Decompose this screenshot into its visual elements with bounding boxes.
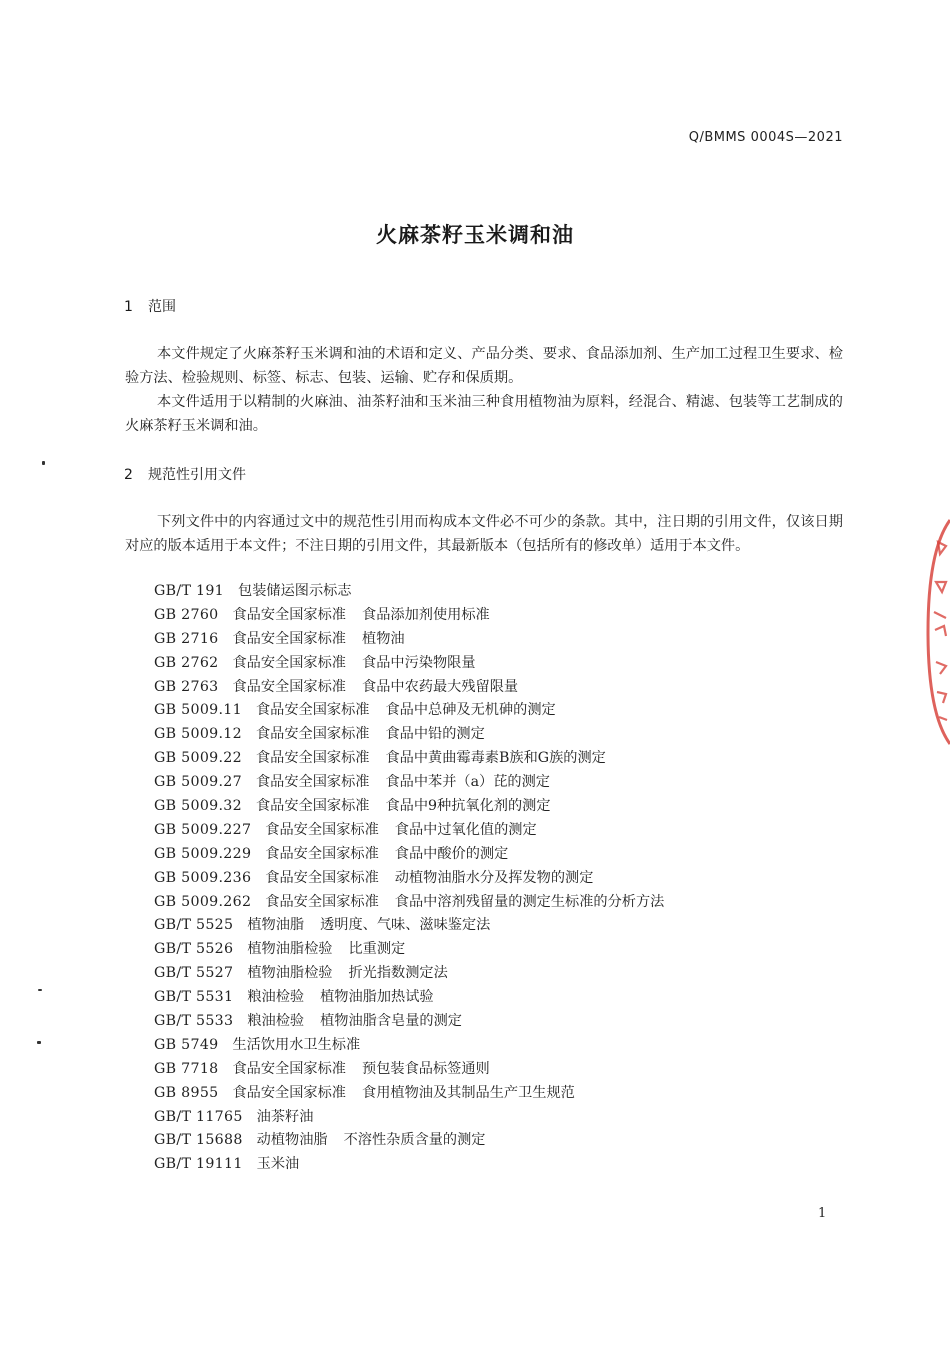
reference-title: 植物油脂检验 — [247, 941, 333, 958]
reference-item — [154, 699, 664, 723]
scan-speck — [37, 1041, 41, 1044]
reference-item — [154, 1010, 664, 1034]
reference-title: 食品安全国家标准 — [255, 798, 370, 815]
reference-code: GB 5009.262 — [154, 893, 252, 910]
reference-code: GB 5009.11 — [154, 702, 242, 719]
reference-title: 食品安全国家标准 — [265, 845, 379, 862]
reference-title: 包装储运图示标志 — [238, 583, 352, 599]
section-number: 2 — [124, 467, 133, 483]
reference-item — [154, 1058, 664, 1082]
references-intro-paragraph: 下列文件中的内容通过文中的规范性引用而构成本文件必不可少的条款。其中，注日期的引用文件，仅该日期对应的版本适用于本文件；不注日期的引用文件，其最新版本（包括所有的修改单）适用于本文件。 — [125, 514, 843, 554]
reference-code: GB 7718 — [154, 1060, 219, 1077]
reference-code: GB/T 19111 — [154, 1156, 243, 1173]
reference-code: GB/T 5525 — [154, 917, 234, 934]
reference-subtitle: 食品添加剂使用标准 — [362, 606, 490, 623]
reference-item — [154, 1153, 664, 1177]
reference-item — [154, 1034, 664, 1058]
reference-title: 食品安全国家标准 — [255, 702, 370, 719]
reference-title: 食品安全国家标准 — [255, 774, 370, 791]
reference-item — [154, 580, 664, 604]
reference-title: 植物油脂 — [247, 917, 305, 934]
reference-subtitle: 透明度、气味、滋味鉴定法 — [320, 917, 491, 934]
reference-subtitle: 预包装食品标签通则 — [362, 1060, 490, 1077]
reference-title: 油茶籽油 — [256, 1108, 314, 1125]
reference-subtitle: 折光指数测定法 — [348, 965, 448, 982]
scan-speck — [42, 461, 45, 465]
reference-item — [154, 1082, 664, 1106]
reference-item — [154, 986, 664, 1010]
section-heading-normative-references — [124, 464, 246, 484]
reference-subtitle: 植物油脂加热试验 — [320, 989, 434, 1006]
reference-code: GB 5009.236 — [154, 869, 252, 886]
reference-code: GB 5009.227 — [154, 821, 252, 838]
reference-subtitle: 食品中农药最大残留限量 — [362, 678, 519, 695]
reference-code: GB 2716 — [154, 630, 219, 647]
reference-title: 粮油检验 — [247, 989, 305, 1006]
reference-title: 食品安全国家标准 — [255, 726, 370, 743]
reference-code: GB/T 5526 — [154, 941, 234, 958]
reference-code: GB 5009.229 — [154, 845, 252, 862]
reference-subtitle: 食品中溶剂残留量的测定生标准的分析方法 — [394, 893, 665, 910]
reference-subtitle: 食品中铅的测定 — [385, 726, 485, 743]
reference-subtitle: 不溶性杂质含量的测定 — [343, 1132, 486, 1149]
section-number: 1 — [124, 299, 133, 315]
reference-code: GB 5009.12 — [154, 726, 242, 743]
reference-title: 粮油检验 — [247, 1013, 305, 1030]
reference-code: GB/T 5527 — [154, 965, 234, 982]
reference-code: GB 5009.32 — [154, 798, 242, 815]
reference-code: GB 5009.22 — [154, 750, 242, 767]
reference-item — [154, 914, 664, 938]
reference-item — [154, 962, 664, 986]
section-heading-scope — [124, 296, 176, 316]
reference-title: 食品安全国家标准 — [232, 654, 346, 671]
reference-code: GB 8955 — [154, 1084, 219, 1101]
reference-item — [154, 723, 664, 747]
reference-item — [154, 795, 664, 819]
reference-title: 生活饮用水卫生标准 — [232, 1036, 361, 1053]
red-seal-stamp-icon — [924, 512, 950, 752]
reference-subtitle: 食品中黄曲霉毒素B族和G族的测定 — [385, 750, 606, 767]
reference-title: 食品安全国家标准 — [232, 630, 346, 647]
reference-subtitle: 食品中苯并（a）芘的测定 — [385, 774, 550, 791]
reference-item — [154, 1106, 664, 1130]
reference-item — [154, 604, 664, 628]
reference-code: GB 2763 — [154, 678, 219, 695]
reference-item — [154, 747, 664, 771]
reference-item — [154, 867, 664, 891]
section-title: 规范性引用文件 — [148, 467, 246, 483]
reference-item — [154, 843, 664, 867]
reference-subtitle: 比重测定 — [348, 941, 406, 958]
reference-title: 食品安全国家标准 — [232, 606, 346, 623]
reference-code: GB/T 11765 — [154, 1108, 243, 1125]
reference-item — [154, 891, 664, 915]
reference-title: 玉米油 — [256, 1156, 300, 1173]
document-title: 火麻茶籽玉米调和油 — [376, 223, 574, 247]
page-number: 1 — [818, 1206, 827, 1221]
reference-item — [154, 938, 664, 962]
reference-item — [154, 819, 664, 843]
standard-code: Q/BMMS 0004S—2021 — [688, 130, 843, 145]
reference-item — [154, 628, 664, 652]
reference-title: 动植物油脂 — [256, 1132, 328, 1149]
reference-subtitle: 植物油 — [362, 630, 405, 647]
reference-code: GB/T 5533 — [154, 1013, 234, 1030]
reference-subtitle: 食品中污染物限量 — [362, 654, 476, 671]
reference-item — [154, 1129, 664, 1153]
scan-speck — [38, 989, 42, 991]
reference-code: GB/T 15688 — [154, 1132, 243, 1149]
reference-code: GB 5749 — [154, 1036, 219, 1053]
reference-title: 食品安全国家标准 — [232, 1084, 346, 1101]
reference-code: GB 2760 — [154, 606, 219, 623]
reference-subtitle: 动植物油脂水分及挥发物的测定 — [394, 869, 594, 886]
reference-title: 食品安全国家标准 — [232, 678, 346, 695]
reference-item — [154, 676, 664, 700]
reference-code: GB/T 5531 — [154, 989, 234, 1006]
reference-code: GB 5009.27 — [154, 774, 242, 791]
reference-title: 食品安全国家标准 — [255, 750, 370, 767]
reference-title: 植物油脂检验 — [247, 965, 333, 982]
scope-paragraph-1: 本文件规定了火麻茶籽玉米调和油的术语和定义、产品分类、要求、食品添加剂、生产加工过程卫生要求、检验方法、检验规则、标签、标志、包装、运输、贮存和保质期。 — [125, 346, 843, 386]
reference-subtitle: 食品中总砷及无机砷的测定 — [385, 702, 556, 719]
reference-item — [154, 771, 664, 795]
reference-title: 食品安全国家标准 — [265, 869, 379, 886]
reference-title: 食品安全国家标准 — [232, 1060, 346, 1077]
scope-paragraph-2: 本文件适用于以精制的火麻油、油茶籽油和玉米油三种食用植物油为原料，经混合、精滤、包装等工艺制成的火麻茶籽玉米调和油。 — [125, 394, 843, 434]
reference-item — [154, 652, 664, 676]
reference-code: GB 2762 — [154, 654, 219, 671]
reference-title: 食品安全国家标准 — [265, 893, 379, 910]
reference-list — [154, 580, 664, 1177]
reference-title: 食品安全国家标准 — [265, 821, 379, 838]
reference-subtitle: 食用植物油及其制品生产卫生规范 — [362, 1084, 575, 1101]
reference-code: GB/T 191 — [154, 583, 224, 599]
reference-subtitle: 食品中过氧化值的测定 — [394, 821, 537, 838]
reference-subtitle: 食品中酸价的测定 — [394, 845, 509, 862]
reference-subtitle: 植物油脂含皂量的测定 — [320, 1013, 462, 1030]
reference-subtitle: 食品中9种抗氧化剂的测定 — [385, 798, 551, 815]
section-title: 范围 — [148, 299, 176, 315]
